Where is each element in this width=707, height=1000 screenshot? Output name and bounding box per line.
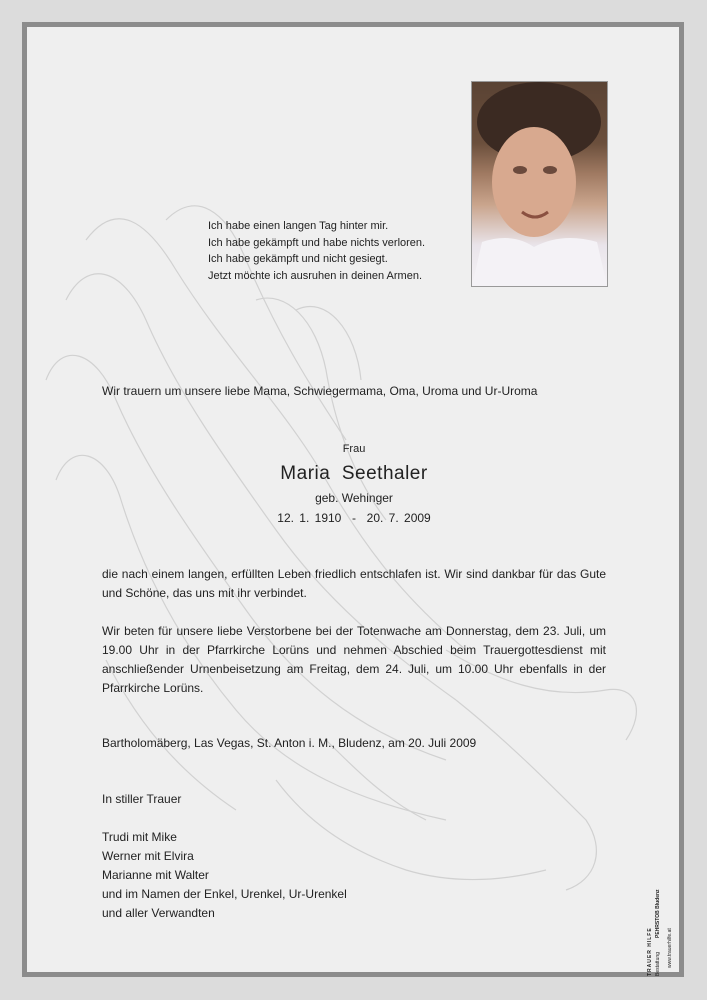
life-dates: 12. 1. 1910 - 20. 7. 2009 (277, 511, 431, 525)
logo-url: www.trauerhilfe.at (667, 928, 673, 968)
salutation: Frau (342, 443, 366, 455)
poem-line: Jetzt möchte ich ausruhen in deinen Armen. (208, 269, 423, 282)
family-member: und im Namen der Enkel, Urenkel, Ur-Urenkel (102, 887, 347, 901)
poem-line: Ich habe gekämpft und nicht gesiegt. (208, 253, 388, 265)
paragraph-passing: die nach einem langen, erfüllten Leben friedlich entschlafen ist. Wir sind dankbar für das Gute und Schöne, das uns mit ihr verbindet. (102, 567, 606, 600)
birth-name: geb. Wehinger (315, 491, 393, 505)
place-date: Bartholomäberg, Las Vegas, St. Anton i. M., Bludenz, am 20. Juli 2009 (102, 736, 477, 750)
deceased-name: Maria Seethaler (280, 463, 428, 484)
mourning-intro: Wir trauern um unsere liebe Mama, Schwiegermama, Oma, Uroma und Ur-Uroma (102, 384, 538, 398)
logo-brand: TRAUER HILFE (647, 927, 653, 976)
poem-block (208, 218, 425, 284)
paragraph-services: Wir beten für unsere liebe Verstorbene bei der Totenwache am Donnerstag, dem 23. Juli, um 19.00 Uhr in der Pfarrkirche Lorüns und nehmen Abschied beim Trauergottesdienst mit anschließender Urnenbeisetzung am Freitag, dem 24. Juli, um 10.00 Uhr ebenfalls in der Pfarrkirche Lorüns. (102, 624, 606, 695)
family-member: Werner mit Elvira (102, 849, 194, 863)
family-member: und aller Verwandten (102, 906, 215, 920)
funeral-home-logo (645, 868, 679, 978)
portrait-photo (471, 81, 608, 287)
poem-line: Ich habe einen langen Tag hinter mir. (208, 220, 389, 232)
logo-line2: PEHRSTOB Bludenz (655, 889, 661, 938)
logo-line1: Bestattung (655, 952, 661, 976)
poem-line: Ich habe gekämpft und habe nichts verloren. (208, 236, 426, 249)
family-member: Trudi mit Mike (102, 830, 177, 844)
family-member: Marianne mit Walter (102, 868, 209, 882)
mourning-line: In stiller Trauer (102, 792, 182, 806)
family-list (102, 828, 347, 923)
